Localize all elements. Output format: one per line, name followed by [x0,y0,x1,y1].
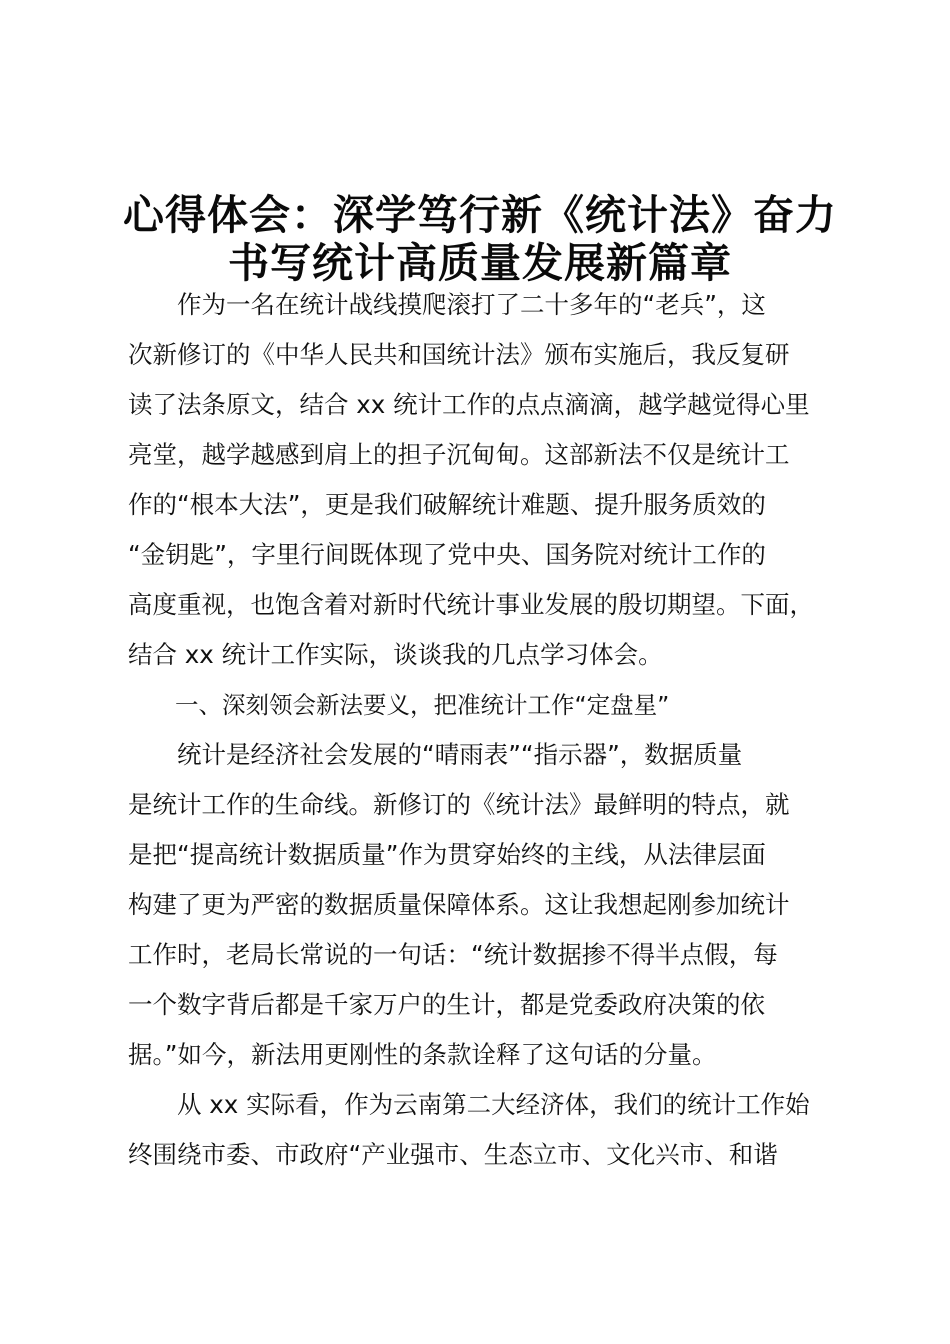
paragraph-2-line: 工作时，老局长常说的一句话：“统计数据掺不得半点假，每 [128,940,778,969]
paragraph-2-line: 是统计工作的生命线。新修订的《统计法》最鲜明的特点，就 [128,790,790,819]
paragraph-1-line: 结合 xx 统计工作实际，谈谈我的几点学习体会。 [128,640,663,669]
paragraph-2 [128,730,840,1080]
paragraph-2-line: 一个数字背后都是千家万户的生计，都是党委政府决策的依 [128,990,765,1019]
paragraph-1-line: 高度重视，也饱含着对新时代统计事业发展的殷切期望。下面， [128,590,814,619]
section-heading-1 [128,680,840,730]
paragraph-1-line: 读了法条原文，结合 xx 统计工作的点点滴滴，越学越觉得心里 [128,390,810,419]
paragraph-2-line: 是把“提高统计数据质量”作为贯穿始终的主线，从法律层面 [128,840,766,869]
section-heading-text: 一、深刻领会新法要义，把准统计工作“定盘星” [128,691,670,719]
paragraph-1-line: 作的“根本大法”，更是我们破解统计难题、提升服务质效的 [128,490,766,519]
paragraph-1-line: “金钥匙”，字里行间既体现了党中央、国务院对统计工作的 [128,540,766,569]
paragraph-2-line: 构建了更为严密的数据质量保障体系。这让我想起刚参加统计 [128,890,790,919]
paragraph-1-line: 次新修订的《中华人民共和国统计法》颁布实施后，我反复研 [128,340,790,369]
paragraph-1-line: 作为一名在统计战线摸爬滚打了二十多年的“老兵”，这 [128,290,766,319]
paragraph-3-line: 从 xx 实际看，作为云南第二大经济体，我们的统计工作始 [128,1090,810,1119]
paragraph-3 [128,1080,840,1180]
paragraph-2-line: 据。”如今，新法用更刚性的条款诠释了这句话的分量。 [128,1040,717,1069]
document-title-line-2: 书写统计高质量发展新篇章 [228,239,732,287]
paragraph-2-line: 统计是经济社会发展的“晴雨表”“指示器”，数据质量 [128,740,743,769]
paragraph-3-line: 终围绕市委、市政府“产业强市、生态立市、文化兴市、和谐 [128,1140,778,1169]
paragraph-1-line: 亮堂，越学越感到肩上的担子沉甸甸。这部新法不仅是统计工 [128,440,790,469]
paragraph-1 [128,280,840,680]
document-title-line-1: 心得体会：深学笃行新《统计法》奋力 [123,191,837,239]
